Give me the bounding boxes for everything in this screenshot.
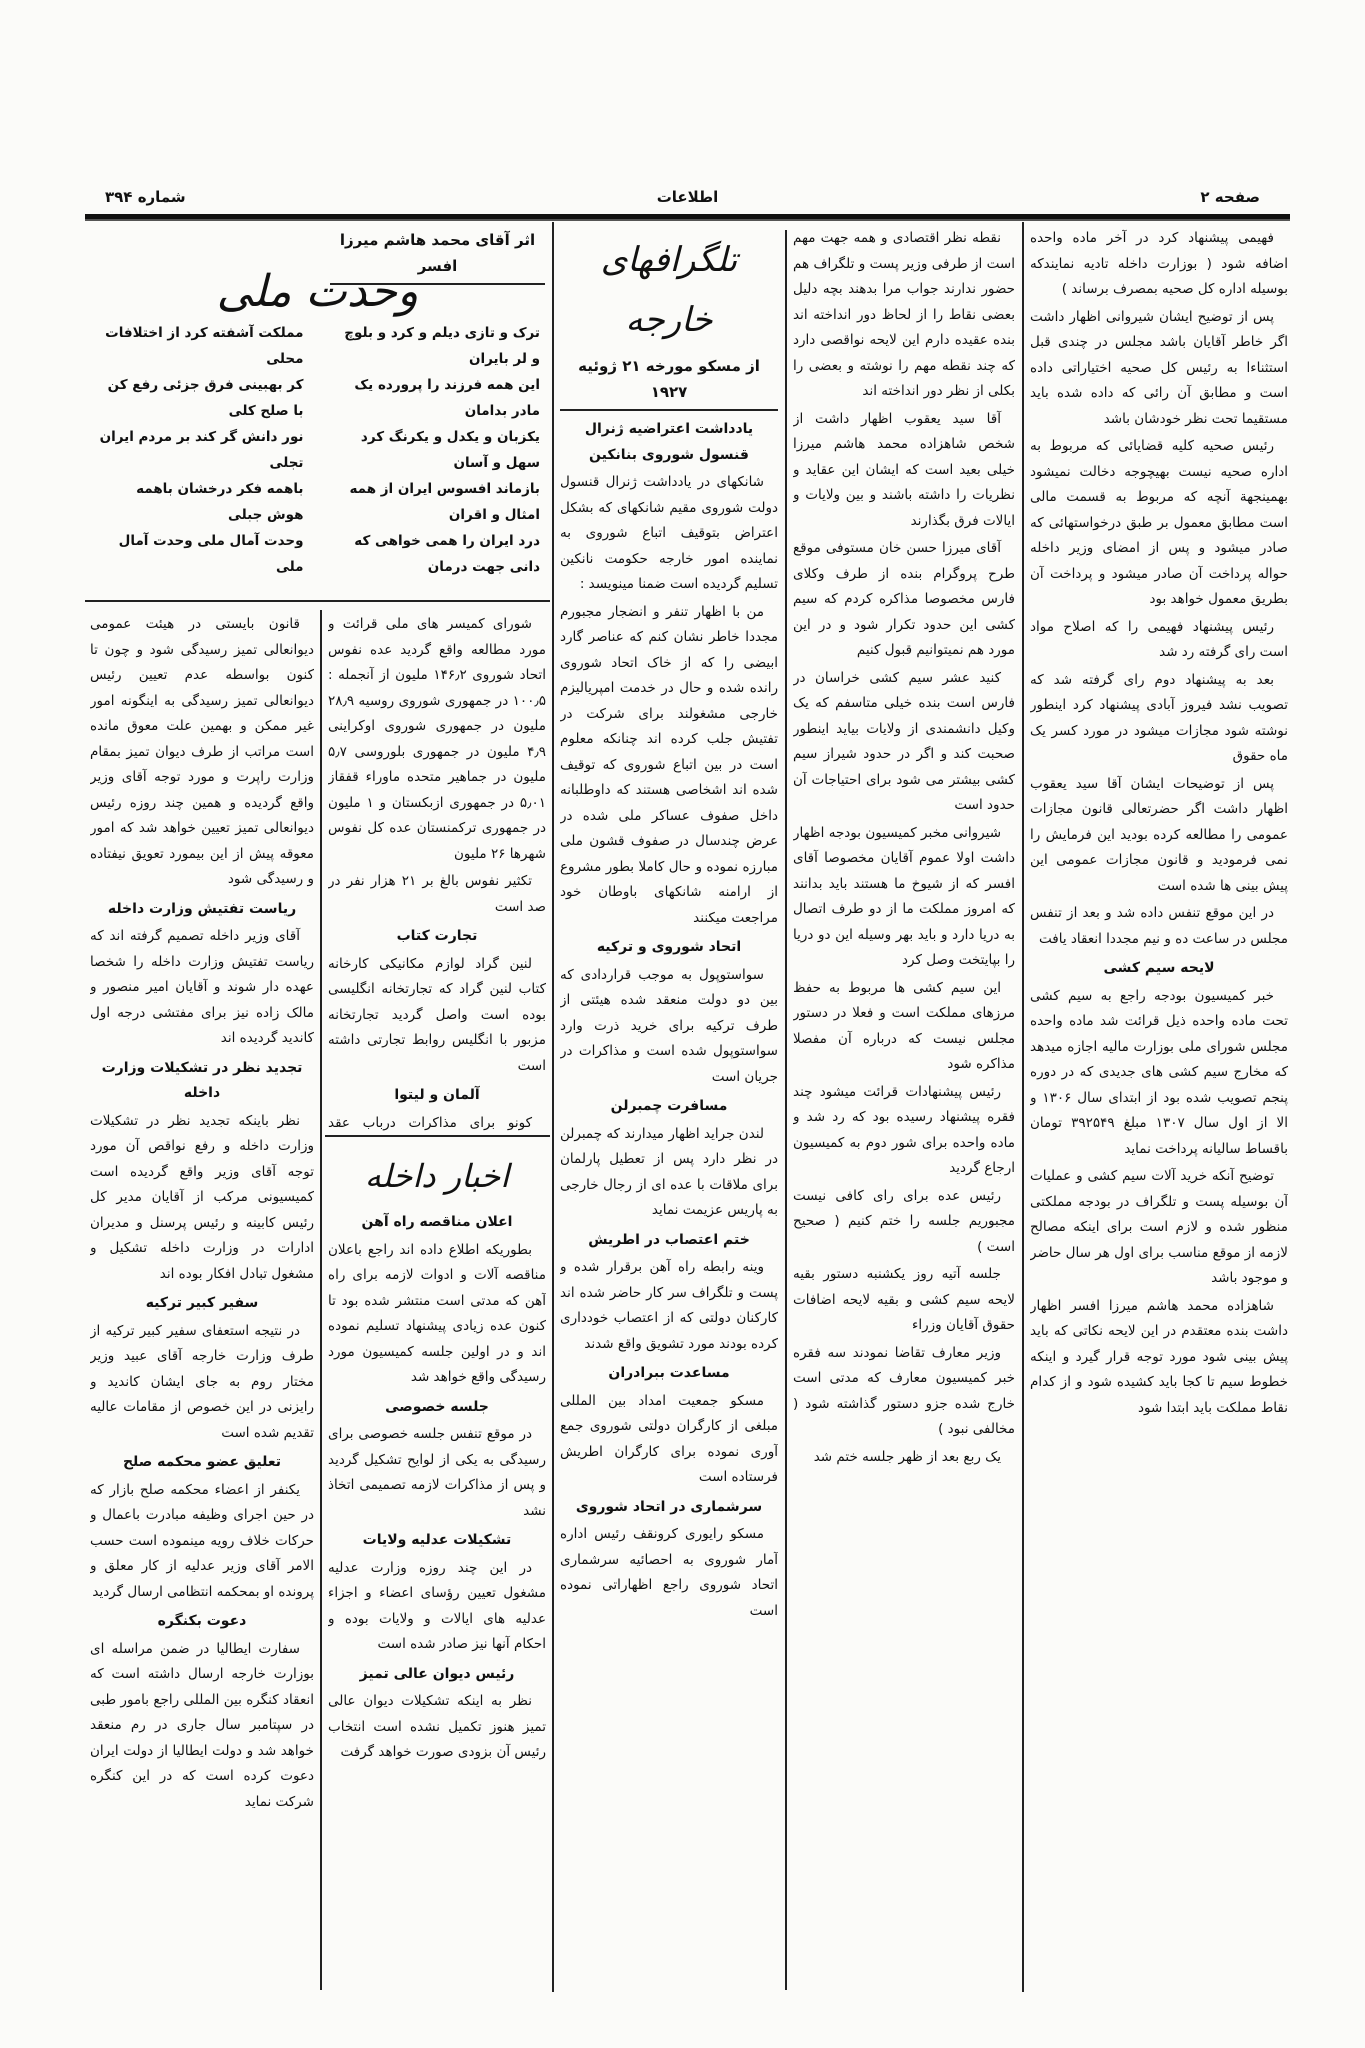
poem-title-box — [95, 258, 540, 326]
section-divider — [85, 600, 550, 602]
article-paragraph: شورای کمیسر های ملی قرائت و مورد مطالعه واقع گردید عده نفوس اتحاد شوروی ۱۴۶٫۲ ملیون از آنجمله : ۱۰۰٫۵ در جمهوری شوروی روسیه ۲۸٫۹ ملیون در جمهوری شوروی اوکراینی ۴٫۹ ملیون در جمهوری بلوروسی ۵٫۷ ملیون در جماهیر متحده ماوراء قفقاز ۵٫۰۱ در جمهوری ازبکستان و ۱ ملیون در جمهوری ترکمنستان عده کل نفوس شهرها ۲۶ ملیون — [328, 616, 546, 862]
article-paragraph: لنین گراد لوازم مکانیکی کارخانه کتاب لنین گراد که تجارتخانه انگلیسی بوده است واصل گردید تجارتخانه مزبور با انگلیس روابط تجارتی داشته است — [328, 955, 546, 1074]
article-heading: ریاست تفتیش وزارت داخله — [107, 900, 297, 917]
column-right — [1030, 226, 1288, 1991]
article-paragraph: رئیس عده برای رای کافی نیست مجبوریم جلسه را ختم کنیم ( صحیح است ) — [793, 1187, 1015, 1255]
masthead — [85, 188, 1290, 212]
article-paragraph: پس از توضیحات ایشان آقا سید یعقوب اظهار داشت اگر حضرتعالی قانون مجازات عمومی را مطالعه کرده بودید این فرمایش را نمی فرمودید و قانون مجازات عمومی این پیش بینی ها شده است — [1030, 775, 1288, 894]
column-parliament — [793, 226, 1015, 1991]
poem-line: این همه فرزند را پرورده یک مادر بدامان — [354, 377, 540, 419]
newspaper-name: اطلاعات — [656, 188, 719, 206]
poem-line: یکزبان و یکدل و یکرنگ کرد سهل و آسان — [360, 429, 540, 471]
article-heading: سرشماری در اتحاد شوروی — [575, 1498, 763, 1515]
article-heading: اتحاد شوروی و ترکیه — [596, 939, 742, 955]
poem-line: ترک و تازی دیلم و کرد و بلوچ و لر بایران — [344, 325, 540, 367]
poem-line: بازماند افسوس ایران از همه امثال و اقران — [349, 481, 540, 523]
article-heading: لایحه سیم کشی — [1103, 960, 1215, 976]
article-paragraph: من با اظهار تنفر و انضجار مجبورم مجددا خاطر نشان کنم که عناصر گارد ابیضی را که از خاک اتحاد شوروی رانده شده و حال در خدمت امپریالیزم خارجی مشغولند برای شرکت در تفتیش جلب کرده اند چنانکه معلوم است در بین اتباع شوروی که توقیف شده اند اشخاصی هستند که داوطلبانه داخل صفوف عساکر ملی شده در عرض چندسال در صفوف قشون ملی مبارزه نموده و حال کاملا بطور مشروع از ارامنه شانکهای باوطان خود مراجعت میکنند — [560, 603, 778, 926]
poem-line: نور دانش گر کند بر مردم ایران تجلی — [99, 429, 304, 471]
article-paragraph: رئیس صحیه کلیه قضایائی که مربوط به اداره صحیه نیست بهیچوجه دخالت نمیشود بهمینجهة آنچه که مربوط به قسمت مالی است مطابق معمول بر طبق درخواستهائی که صادر میشود و پس از امضای وزیر داخله حواله پرداخت آن صادر میشود و پرداخت آن بطریق معمول خواهد بود — [1030, 438, 1288, 607]
article-paragraph: یک ربع بعد از ظهر جلسه ختم شد — [813, 1448, 1001, 1465]
column-divider — [785, 230, 787, 1990]
article-paragraph: آقای وزیر داخله تصمیم گرفته اند که ریاست تفتیش وزارت داخله را شخصا عهده دار شوند و آقایان امیر منصور و مالک زاده نیز برای مفتشی درجه اول کاندید گردیده اند — [90, 928, 314, 1046]
column-divider — [552, 222, 554, 1992]
section-title-domestic-news: اخبار داخله — [364, 1157, 510, 1195]
poem-byline: اثر آقای محمد هاشم میرزا افسر — [330, 228, 545, 285]
article-paragraph: در نتیجه استعفای سفیر کبیر ترکیه از طرف وزارت خارجه آقای عبید وزیر مختار روم به جای ایشان کاندید و رایزنی در این خصوص از مقامات عالیه تقدیم شده است — [90, 1322, 314, 1441]
column-divider — [320, 610, 322, 1990]
article-heading: اعلان مناقصه راه آهن — [361, 1214, 513, 1230]
article-paragraph: توضیح آنکه خرید آلات سیم کشی و عملیات آن بوسیله پست و تلگراف در بودجه مملکتی منظور شده و لازم است برای اینکه مصالح لازمه از موقع مناسب برای اول هر سال حاضر و موجود باشد — [1030, 1168, 1288, 1286]
page-number: صفحه ۲ — [1200, 188, 1260, 206]
column-divider — [1022, 222, 1024, 1992]
column-soviet-news — [328, 612, 546, 1132]
article-paragraph: کنید عشر سیم کشی خراسان در فارس است بنده خیلی متاسفم که یک وکیل دانشمندی از ولایات بیاید اینطور صحبت کند و اگر در حدود شیراز سیم کشی بیشتر می شود برای احتیاجات آن حدود است — [793, 669, 1015, 813]
article-heading: آلمان و لیتوا — [394, 1087, 480, 1103]
poem-line: کر بهبینی فرق جزئی رفع کن با صلح کلی — [107, 377, 304, 419]
article-paragraph: شانکهای در یادداشت ژنرال قنسول دولت شوروی مقیم شانکهای که بشکل اعتراض بتوقیف اتباع شوروی به نماینده امور خارجه حکومت نانکین تسلیم گردیده است ضمنا مینویسد : — [560, 474, 778, 592]
article-paragraph: آقا سید یعقوب اظهار داشت از شخص شاهزاده محمد هاشم میرزا خیلی بعید است که ایشان این عقاید و نظریات را داشته باشند و بین ولایات و ایالات فرق بگذارند — [793, 410, 1015, 529]
article-paragraph: آقای میرزا حسن خان مستوفی موقع طرح پروگرام بنده از طرف وکلای فارس مخصوصا مذاکره کردم که سیم کشی این حدود تکرار شود و در این مورد هم نمیتوانیم قبول کنیم — [793, 540, 1015, 658]
column-domestic-news — [328, 1142, 546, 1992]
article-heading: یادداشت اعتراضیه ژنرال قنسول شوروی بنانکین — [584, 421, 754, 463]
article-paragraph: یکنفر از اعضاء محکمه صلح بازار که در حین اجرای وظیفه مبادرت باعمال و حرکات خلاف رویه مینموده است حسب الامر آقای وزیر عدلیه از کار معلق و پرونده او بمحکمه انتظامی ارسال گردید — [90, 1481, 314, 1600]
article-paragraph: سفارت ایطالیا در ضمن مراسله ای بوزارت خارجه ارسال داشته است که انعقاد کنگره بین المللی راجع بامور طبی در سپتامبر سال جاری در رم منعقد خواهد شد و دولت ایطالیا از دولت ایران دعوت کرده است که در این کنگره شرکت نماید — [90, 1640, 314, 1810]
article-heading: دعوت بکنگره — [157, 1613, 247, 1629]
poem-line: باهمه فکر درخشان باهمه هوش جبلی — [136, 481, 304, 523]
poem-line: درد ایران را همی خواهی که دانی جهت درمان — [354, 533, 540, 575]
article-paragraph: نقطه نظر اقتصادی و همه جهت مهم است از طرفی وزیر پست و تلگراف هم حضور ندارند جواب مرا بدهند بچه دلیل بعضی نقاط را از لحاظ دور انداخته اند بنده عقیده دارم این لایحه نواقصی دارد که چند نقطه مهم را نوشته و بعضی را بکلی از نظر دور انداخته اند — [793, 230, 1015, 399]
issue-number: شماره ۳۹۴ — [105, 188, 186, 206]
article-paragraph: بطوریکه اطلاع داده اند راجع باعلان مناقصه آلات و ادوات لازمه برای راه آهن که مدتی است منتشر شده بود تا کنون عده زیادی پیشنهاد تسلیم نموده اند و در اولین جلسه کمیسیون مورد رسیدگی واقع خواهد شد — [328, 1241, 546, 1385]
article-paragraph: جلسه آتیه روز یکشنبه دستور بقیه لایحه سیم کشی و بقیه لایحه اضافات حقوق آقایان وزراء — [793, 1266, 1015, 1333]
article-paragraph: شیروانی مخبر کمیسیون بودجه اظهار داشت اولا عموم آقایان مخصوصا آقای افسر که از شیوخ ما هستند باید بدانند که امروز مملکت ما از دو طرف اتصال به دریا دارد و باید بهر وسیله این دو دریا را بپایتخت وصل کرد — [793, 824, 1015, 968]
article-paragraph: مسکو رایوری کرونقف رئیس اداره آمار شوروی به احصائیه سرشماری اتحاد شوروی راجع اظهاراتی نموده است — [560, 1526, 778, 1619]
article-paragraph: نظر به اینکه تشکیلات دیوان عالی تمیز هنوز تکمیل نشده است انتخاب رئیس آن بزودی صورت خواهد گرفت — [328, 1693, 546, 1760]
section-title-foreign-telegrams: تلگرافهای خارجه — [600, 240, 738, 340]
poem-line: وحدت آمال ملی وحدت آمال ملی — [118, 533, 304, 575]
article-paragraph: رئیس پیشنهاد فهیمی را که اصلاح مواد است رای گرفته رد شد — [1030, 618, 1288, 660]
article-paragraph: فهیمی پیشنهاد کرد در آخر ماده واحده اضافه شود ( بوزارت داخله تادیه نمایندکه بوسیله اداره کل صحیه بمصرف برساند ) — [1030, 230, 1288, 297]
article-heading: رئیس دیوان عالی تمیز — [359, 1665, 515, 1682]
article-paragraph: خبر کمیسیون بودجه راجع به سیم کشی تحت ماده واحده ذیل قرائت شد ماده واحده مجلس شورای ملی بوزارت مالیه اجازه میدهد که مخارج سیم کشی های جدیدی که در دوره پنجم تصویب شده بود از ابتدای سال ۱۳۰۶ و الا از اول سال ۱۳۰۷ مبلغ ۳۹۲۵۴۹ تومان باقساط سالیانه پرداخت نماید — [1030, 987, 1288, 1157]
article-heading: تجارت کتاب — [396, 928, 478, 944]
article-paragraph: در موقع تنفس جلسه خصوصی برای رسیدگی به یکی از لوایح تشکیل گردید و پس از مذاکرات لازمه تصمیمی اتخاذ نشد — [328, 1426, 546, 1519]
article-paragraph: سواستوپول به موجب قراردادی که بین دو دولت منعقد شده هیئتی از طرف ترکیه برای خرید ذرت وارد سواستوپول شده است و مذاکرات در جریان است — [560, 966, 778, 1085]
article-heading: مسافرت چمبرلن — [610, 1098, 728, 1114]
article-paragraph: در این چند روزه وزارت عدلیه مشغول تعیین رؤسای اعضاء و اجزاء عدلیه های ایالات و ولایات بوده و احکام آنها نیز صادر شده است — [328, 1559, 546, 1652]
article-paragraph: در این موقع تنفس داده شد و بعد از تنفس مجلس در ساعت ده و نیم مجددا انعقاد یافت — [1030, 905, 1288, 947]
article-paragraph: قانون بایستی در هیئت عمومی دیوانعالی تمیز رسیدگی شود و چون تا کنون بواسطه عدم تعیین رئیس دیوانعالی تمیز رسیدگی به اینگونه امور غیر ممکن و بهمین علت معوق مانده است مراتب از طرف دیوان تمیز بمقام وزارت راپرت و مورد توجه آقای وزیر واقع گردیده و همین چند روزه رئیس دیوانعالی تمیز تعیین خواهد شد که امور معوقه پیش از این بیمورد تعویق نیفتاده و رسیدگی شود — [90, 616, 314, 887]
poem — [95, 320, 540, 580]
column-left — [90, 612, 314, 1992]
dateline: از مسکو مورخه ۲۱ ژوئیه ۱۹۲۷ — [560, 354, 778, 411]
article-paragraph: شاهزاده محمد هاشم میرزا افسر اظهار داشت بنده معتقدم در این لایحه نکاتی که باید پیش بینی شود مورد توجه قرار گیرد و اینکه خطوط سیم تا کجا باید کشیده شود و از کدام نقاط مملکت باید ابتدا شود — [1030, 1297, 1288, 1416]
poem-title: وحدت ملی — [216, 266, 419, 317]
article-heading: تشکیلات عدلیه ولایات — [362, 1532, 512, 1548]
article-paragraph: وزیر معارف تقاضا نمودند سه فقره خبر کمیسیون معارف که مدتی است خارج شده جزو دستور گذاشته شود ( مخالفی نبود ) — [793, 1344, 1015, 1437]
article-paragraph: بعد به پیشنهاد دوم رای گرفته شد که تصویب نشد فیروز آبادی پیشنهاد کرد اینطور نوشته شود مجازات میشود در مورد کسر یک ماه حقوق — [1030, 671, 1288, 764]
column-foreign-telegrams — [560, 226, 778, 1991]
article-paragraph: پس از توضیح ایشان شیروانی اظهار داشت اگر خاطر آقایان باشد مجلس در چندی قبل استثناءا به رئیس کل صحیه اختیاراتی داده است و مطابق آن رائی که داده شده باید مستقیما تحت نظر خودشان باشد — [1030, 308, 1288, 427]
poem-line: مملکت آشفته کرد از اختلافات محلی — [105, 325, 304, 367]
article-paragraph: وینه رابطه راه آهن برقرار شده و پست و تلگراف سر کار حاضر شده اند کارکنان دولتی که از اعتصاب خودداری کرده بودند مورد تشویق واقع شدند — [560, 1259, 778, 1352]
article-paragraph: لندن جراید اظهار میدارند که چمبرلن در نظر دارد پس از تعطیل پارلمان برای ملاقات با عده ای از رجال خارجی به پاریس عزیمت نماید — [560, 1125, 778, 1218]
header-rule — [85, 214, 1290, 221]
article-paragraph: این سیم کشی ها مربوط به حفظ مرزهای مملکت است و فعلا در دستور مجلس نیست که درباره آن مفصلا مذاکره شود — [793, 979, 1015, 1072]
article-heading: سفیر کبیر ترکیه — [145, 1295, 259, 1311]
article-paragraph: رئیس پیشنهادات قرائت میشود چند فقره پیشنهاد رسیده بود که رد شد و ماده واحده برای شور دوم به کمیسیون ارجاع گردید — [793, 1083, 1015, 1176]
article-paragraph: مسکو جمعیت امداد بین المللی مبلغی از کارگران دولتی شوروی جمع آوری نموده برای کارگران اطریش فرستاده است — [560, 1392, 778, 1485]
article-paragraph: کونو برای مذاکرات درباب عقد — [328, 1114, 532, 1131]
section-divider — [325, 1135, 550, 1137]
article-paragraph: نظر باینکه تجدید نظر در تشکیلات وزارت داخله و رفع نواقص آن مورد توجه آقای وزیر واقع گردیده است کمیسیونی مرکب از آقایان مدیر کل رئیس کابینه و رئیس پرسنل و مدیران ادارات در وزارت داخله تشکیل و مشغول تبادل افکار بوده اند — [90, 1112, 314, 1282]
article-paragraph: تکثیر نفوس بالغ بر ۲۱ هزار نفر در صد است — [328, 873, 546, 915]
article-heading: مساعدت ببرادران — [608, 1365, 730, 1381]
article-heading: ختم اعتصاب در اطریش — [588, 1231, 750, 1248]
article-heading: تجدید نظر در تشکیلات وزارت داخله — [101, 1059, 303, 1101]
article-heading: جلسه خصوصی — [385, 1398, 489, 1415]
article-heading: تعلیق عضو محکمه صلح — [122, 1454, 282, 1470]
